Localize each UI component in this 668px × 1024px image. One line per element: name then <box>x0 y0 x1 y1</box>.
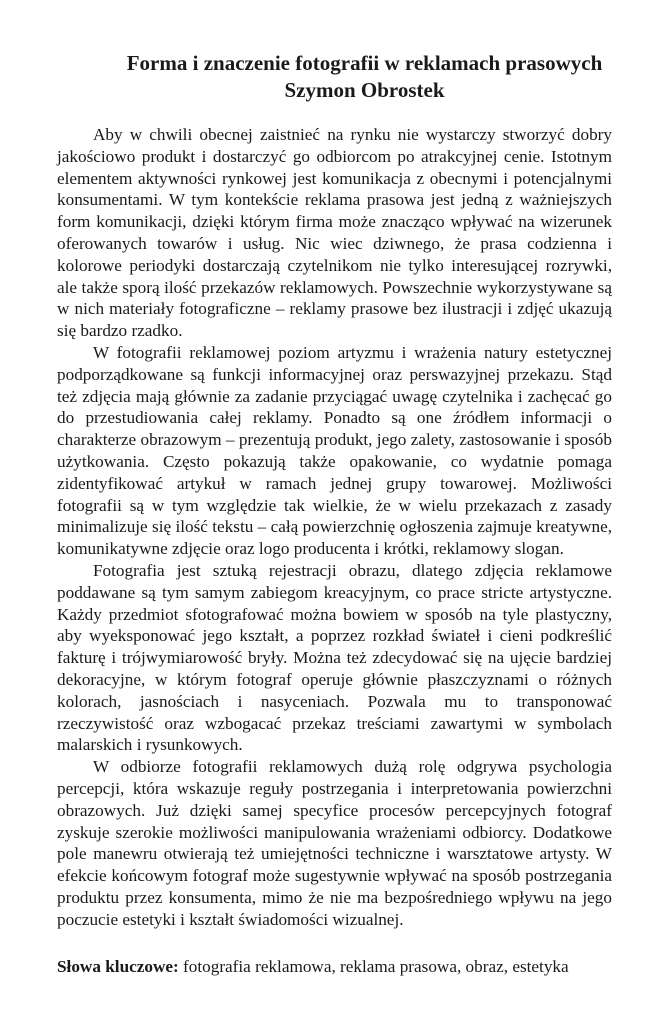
keywords-text: fotografia reklamowa, reklama prasowa, obraz, estetyka <box>178 957 569 977</box>
article-body <box>57 124 612 930</box>
article-title: Forma i znaczenie fotografii w reklamach prasowych <box>126 51 603 75</box>
keywords <box>57 956 612 978</box>
paragraph-3: Fotografia jest sztuką rejestracji obrazu, dlatego zdjęcia reklamowe poddawane są tym samym zabiegom kreacyjnym, co prace stricte artystyczne. Każdy przedmiot sfotografować można bowiem w sposób na tyle plastyczny, aby wyeksponować jego kształt, a poprzez rozkład świateł i cieni podkreślić fakturę i trójwymiarowość bryły. Można też zdecydować się na ujęcie bardziej dekoracyjne, w którym fotograf operuje głównie płaszczyznami o różnych kolorach, jasnościach i nasyceniach. Pozwala mu to transponować rzeczywistość oraz wzbogacać przekaz treściami zawartymi w symbolach malarskich i rysunkowych. <box>57 560 612 755</box>
paragraph-2: W fotografii reklamowej poziom artyzmu i wrażenia natury estetycznej podporządkowane są funkcji informacyjnej oraz perswazyjnej przekazu. Stąd też zdjęcia mają głównie za zadanie przyciągać uwagę czytelnika i zachęcać go do przestudiowania całej reklamy. Ponadto są one źródłem informacji o charakterze obrazowym – prezentują produkt, jego zalety, zastosowanie i sposób użytkowania. Często pokazują także opakowanie, co wydatnie pomaga zidentyfikować artykuł w ramach jednej grupy towarowej. Możliwości fotografii są w tym względzie tak wielkie, że w wielu przekazach z zasady minimalizuje się ilość tekstu – całą powierzchnię ogłoszenia zajmuje kreatywne, komunikatywne zdjęcie oraz logo producenta i krótki, reklamowy slogan. <box>57 342 612 559</box>
article <box>57 50 612 978</box>
keywords-label: Słowa kluczowe: <box>57 957 179 977</box>
article-author: Szymon Obrostek <box>284 78 445 102</box>
paragraph-4: W odbiorze fotografii reklamowych dużą rolę odgrywa psychologia percepcji, która wskazuje reguły postrzegania i interpretowania powierzchni obrazowych. Już dzięki samej specyfice procesów percepcyjnych fotograf zyskuje szerokie możliwości manipulowania wrażeniami odbiorcy. Dodatkowe pole manewru otwierają też umiejętności techniczne i warsztatowe artysty. W efekcie końcowym fotograf może sugestywnie wpływać na sposób postrzegania produktu przez konsumenta, mimo że nie ma bezpośredniego wpływu na jego poczucie estetyki i kształt świadomości wizualnej. <box>57 757 612 929</box>
paragraph-1: Aby w chwili obecnej zaistnieć na rynku nie wystarczy stworzyć dobry jakościowo produkt i dostarczyć go odbiorcom po atrakcyjnej cenie. Istotnym elementem aktywności rynkowej jest komunikacja z obecnymi i potencjalnymi konsumentami. W tym kontekście reklama prasowa jest jedną z ważniejszych form komunikacji, dzięki którym firma może znacząco wpływać na wizerunek oferowanych towarów i usług. Nic wiec dziwnego, że prasa codzienna i kolorowe periodyki dostarczają czytelnikom nie tylko interesującej rozrywki, ale także sporą ilość przekazów reklamowych. Powszechnie wykorzystywane są w nich materiały fotograficzne – reklamy prasowe bez ilustracji i zdjęć ukazują się bardzo rzadko. <box>57 125 612 341</box>
